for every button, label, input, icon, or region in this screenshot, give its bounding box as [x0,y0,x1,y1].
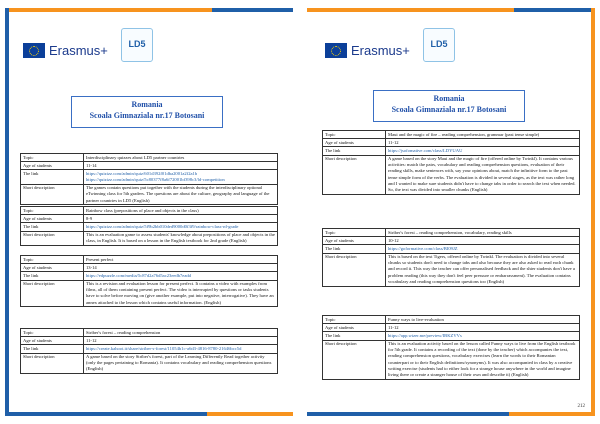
topic-value: Rainbow class (prepositions of place and objects in the class) [84,207,278,215]
link-label: The link [323,245,386,253]
eu-flag-icon [325,43,347,58]
page-number: 212 [577,404,585,409]
activity-link[interactable]: https://app.wizer.me/preview/IBKZVVs [388,332,462,338]
topic-label: Topic [21,154,84,162]
description-label: Short description [323,340,386,379]
age-label: Age of students [21,264,84,272]
age-value: 11-14 [84,162,278,170]
topic-label: Topic [323,229,386,237]
link-label: The link [21,272,84,280]
activity-link[interactable]: https://edpuzzle.com/media/5c87d2a76d5ac23eedb7eadd [86,272,191,278]
school-heading: Scoala Gimnaziala nr.17 Botosani [89,111,205,120]
activity-table [20,328,278,374]
description-value: A game based on the story Maui and the magic of fire (offered online by Twinkl). It contains various activities: match the pairs, vocabulary and reading comprehension questions, evaluation of their reading skills, make sentences with, say your opinions about, match the infinitive form to the past tense simple form of the verbs. The evaluation is divided in several stages, as the text was rather long and I wanted to make sure students didn't have to change tabs in order to search the text when needed. So, the text was divided into smaller chunks (English) [386,155,580,194]
age-value: 8-9 [84,215,278,223]
age-value: 11-12 [84,337,278,345]
decorative-top-blue-bar [212,8,293,12]
topic-value: Striber's forest – reading comprehension [84,329,278,337]
ld5-logo: LD5 [121,28,153,62]
activity-table [322,130,580,195]
activity-link[interactable]: https://quizizz.com/admin/quiz/5c80377f8a6f72001bf398c3/ld-competition [86,177,225,183]
decorative-left-blue-bar [5,8,9,416]
activity-link[interactable]: https://create.kahoot.it/share/striber-s-forest/11054b1c-a6d3-4816-8780-21646bcc5d [86,345,242,351]
topic-value: Funny ways to live-evaluation [386,316,580,324]
decorative-bottom-orange-bar [509,412,595,416]
school-header-box [373,90,525,122]
description-label: Short description [21,231,84,245]
age-label: Age of students [21,215,84,223]
age-value: 11-12 [386,324,580,332]
description-label: Short description [323,155,386,194]
erasmus-text: Erasmus+ [49,43,108,58]
topic-label: Topic [323,131,386,139]
topic-value: Present perfect [84,256,278,264]
link-label: The link [323,332,386,340]
topic-value: Interdisciplinary quizzes about LD5 partner countries [84,154,278,162]
erasmus-logo [325,43,410,58]
topic-value: Striber's forest – reading comprehension, vocabulary, reading skills [386,229,580,237]
description-label: Short description [21,353,84,374]
decorative-top-orange-bar [307,8,514,12]
description-label: Short description [323,253,386,286]
topic-label: Topic [21,256,84,264]
description-value: This is based on the text Tigers, offered online by Twinkl. The evaluation is divided into several chunks so students don't need to change tabs and also because they are also asked to read each chunk and record it. This way the teacher can offer personalised feedback and the shier students don't have a problem reading (this way they don't feel peer pressure or embarrassment). The evaluation contains vocabulary and reading comprehension questions too (English) [386,253,580,286]
decorative-top-orange-bar [5,8,212,12]
school-header-box [71,96,223,128]
activity-table [20,255,278,307]
description-label: Short description [21,280,84,307]
link-label: The link [21,170,84,184]
erasmus-text: Erasmus+ [351,43,410,58]
age-label: Age of students [323,139,386,147]
description-value: This is an evaluation activity based on the lesson called Funny ways to live from the English textbook for 5th grade. It contains a recording of the text (done by the teacher) which accompanies the text, reading comprehension questions, vocabulary exercises (learn the words to their Romanian counterpart or to their English definitions/synonyms). It was also accompanied in class by a creative writing exercise (students had to either look for a strange house anywhere in the world and imagine living there or create a stranger house of their own and describe it) (English) [386,340,580,379]
eu-flag-icon [23,43,45,58]
age-value: 10-12 [386,237,580,245]
description-value: A game based on the story Striber's forest, part of the Learning Differently Read together activity (only the pages pertaining to Romania). It contains vocabulary and reading comprehension questions (English) [84,353,278,374]
country-heading: Romania [433,94,465,103]
decorative-top-blue-bar [514,8,595,12]
school-heading: Scoala Gimnaziala nr.17 Botosani [391,105,507,114]
activity-table [20,206,278,246]
decorative-right-orange-bar [591,8,595,416]
topic-label: Topic [21,207,84,215]
activity-table [20,153,278,205]
age-label: Age of students [323,237,386,245]
activity-link[interactable]: https://jsofomative.com/class/LDYUAU [388,147,463,153]
age-label: Age of students [21,162,84,170]
description-label: Short description [21,184,84,205]
activity-link[interactable]: https://quizizz.com/admin/quiz/5f9b2bb010ded9000d0f3f9/rainbow-class-rd-grade [86,223,239,229]
erasmus-logo [23,43,108,58]
left-page [5,8,293,416]
link-label: The link [323,147,386,155]
ld5-logo: LD5 [423,28,455,62]
link-label: The link [21,223,84,231]
activity-table [322,228,580,287]
link-label: The link [21,345,84,353]
age-value: 13-14 [84,264,278,272]
topic-label: Topic [323,316,386,324]
right-page [307,8,595,416]
description-value: This is an evaluation game to assess students' knowledge about prepositions of place and objects in the class, in English. It is based on a lesson in the English textbook for 2nd grade (English) [84,231,278,245]
age-label: Age of students [21,337,84,345]
description-value: This is a revision and evaluation lesson for present perfect. It contains a video with examples from films, all of them containing present perfect. The video is interrupted by questions or tasks students have to solve before moving on (give another example, put into negative, interrogative). They have an annex attached to the lesson which contains useful information. (English) [84,280,278,307]
description-value: The games contain questions put together with the students during the interdisciplinary optional eTwinning class for 5th graders. The questions are about the culture, geography and language of the partner countries in LD5 (English) [84,184,278,205]
topic-label: Topic [21,329,84,337]
activity-link[interactable]: https://goformative.com/class/BI09JZ [388,245,458,251]
country-heading: Romania [131,100,163,109]
decorative-bottom-orange-bar [207,412,293,416]
age-label: Age of students [323,324,386,332]
activity-link[interactable]: https://quizizz.com/admin/quiz/601d392f01dba2001a2f2a1b [86,170,198,176]
age-value: 11-12 [386,139,580,147]
topic-value: Maui and the magic of fire – reading comprehension, grammar (past tense simple) [386,131,580,139]
activity-table [322,315,580,380]
